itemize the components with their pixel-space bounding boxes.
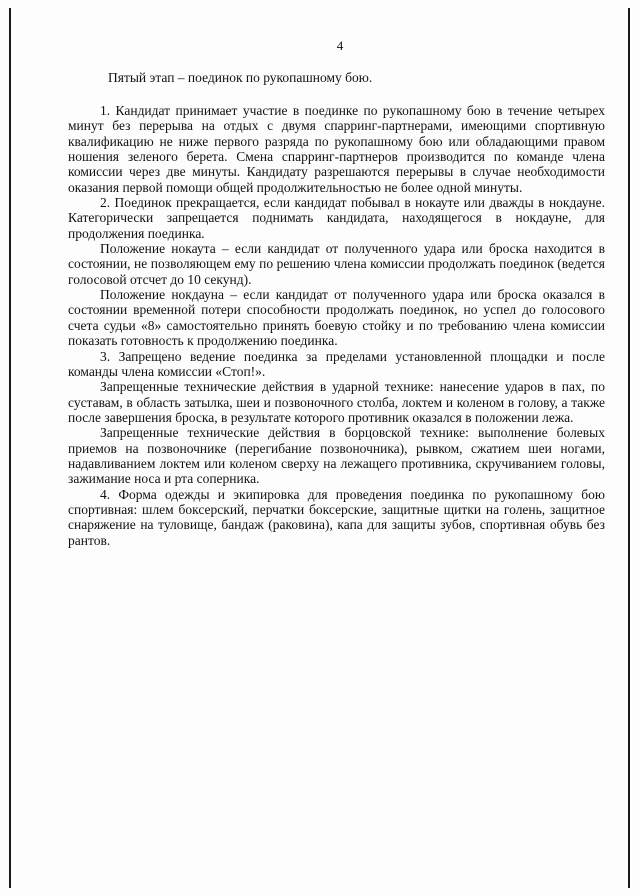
scan-edge-right (628, 8, 630, 888)
section-heading: Пятый этап – поединок по рукопашному бою. (108, 70, 373, 85)
paragraph-4: 4. Форма одежды и экипировка для проведения поединка по рукопашному бою спортивная: шлем боксерский, перчатки боксерские, защитные щитки на голень, защитное снаряжение на туловище, бандаж (раковина), капа для защиты зубов, спортивная обувь без рантов. (68, 486, 605, 548)
paragraph-1: 1. Кандидат принимает участие в поединке по рукопашному бою в течение четырех минут без перерыва на отдых с двумя спарринг-партнерами, имеющими спортивную квалификацию не ниже первого разряда по рукопашному бою или обладающими правом ношения зеленого берета. Смена спарринг-партнеров производится по команде члена комиссии через две минуты. Кандидату разрешаются перерывы в случае необходимости оказания первой помощи общей продолжительностью не более одной минуты. (68, 103, 605, 195)
document-body (68, 103, 605, 548)
paragraph-knockdown: Положение нокдауна – если кандидат от полученного удара или броска оказался в состоянии временной потери способности продолжать поединок, но успел до голосового счета судьи «8» самостоятельно принять боевую стойку и по требованию члена комиссии показать готовность к продолжению поединка. (68, 287, 605, 349)
scan-edge-left (9, 8, 11, 888)
paragraph-3: 3. Запрещено ведение поединка за пределами установленной площадки и после команды члена комиссии «Стоп!». (68, 348, 605, 379)
paragraph-knockout: Положение нокаута – если кандидат от полученного удара или броска находится в состоянии, не позволяющем ему по решению члена комиссии продолжать поединок (ведется голосовой отсчет до 10 секунд). (68, 241, 605, 287)
paragraph-2: 2. Поединок прекращается, если кандидат побывал в нокауте или дважды в нокдауне. Категорически запрещается поднимать кандидата, находящегося в нокдауне, для продолжения поединка. (68, 195, 605, 241)
paragraph-striking-prohibited: Запрещенные технические действия в ударной технике: нанесение ударов в пах, по суставам, в область затылка, шеи и позвоночного столба, локтем и коленом в голову, а также после завершения броска, в результате которого противник оказался в положении лежа. (68, 379, 605, 425)
page-number: 4 (336, 38, 344, 53)
paragraph-wrestling-prohibited: Запрещенные технические действия в борцовской технике: выполнение болевых приемов на позвоночнике (перегибание позвоночника), рывком, сжатием шеи ногами, надавливанием локтем или коленом сверху на лежащего противника, скручиванием головы, зажимание носа и рта соперника. (68, 425, 605, 487)
